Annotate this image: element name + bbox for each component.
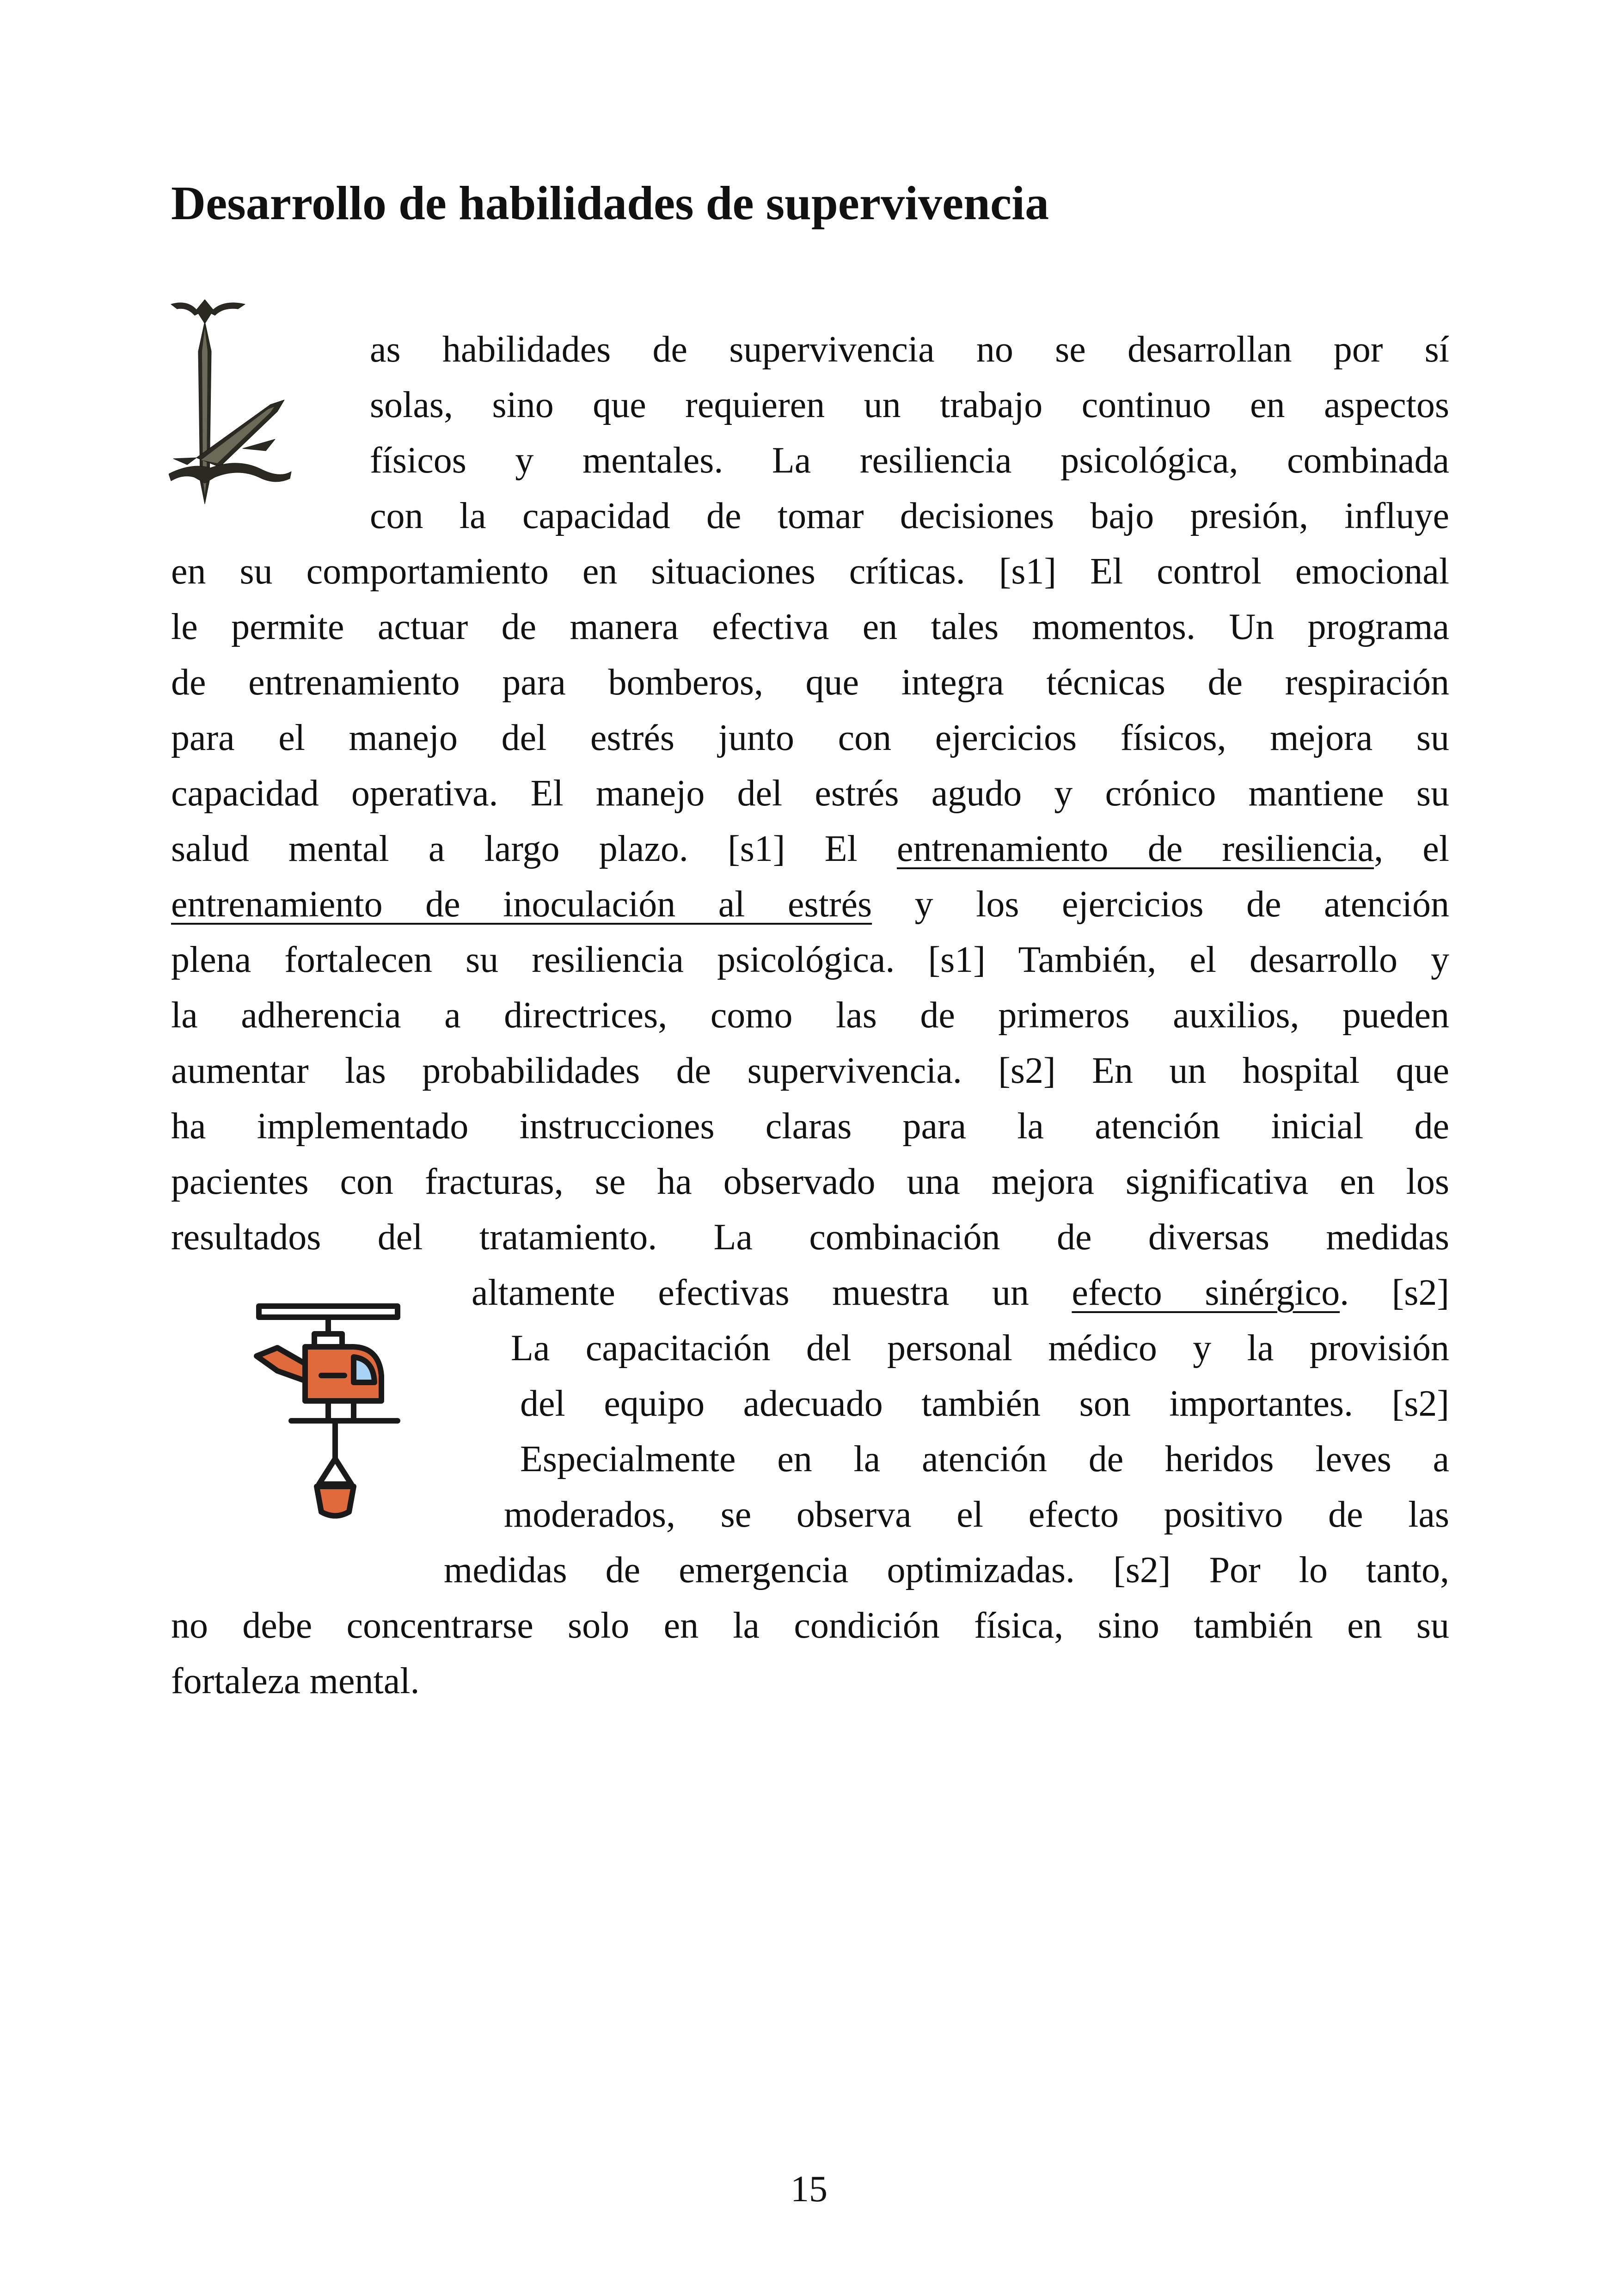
text-segment: del equipo adecuado también son importantes. [s2]	[520, 1383, 1449, 1424]
text-line	[370, 432, 1449, 489]
text-segment: le permite actuar de manera efectiva en tales momentos. Un programa	[171, 607, 1449, 647]
text-segment: La capacitación del personal médico y la provisión	[511, 1328, 1449, 1369]
text-segment: de entrenamiento para bomberos, que integra técnicas de respiración	[171, 662, 1449, 703]
page-title: Desarrollo de habilidades de supervivencia	[171, 177, 1049, 230]
text-line	[370, 488, 1449, 544]
ornamental-letter-l-icon	[169, 296, 354, 513]
text-line	[511, 1320, 1449, 1376]
text-line	[171, 1597, 1449, 1654]
text-segment: solas, sino que requieren un trabajo continuo en aspectos	[370, 385, 1449, 425]
text-line	[171, 599, 1449, 655]
rescue-helicopter-icon	[250, 1301, 407, 1523]
text-line	[520, 1431, 1449, 1487]
text-line	[171, 1154, 1449, 1210]
text-segment: resultados del tratamiento. La combinación de diversas medidas	[171, 1217, 1449, 1258]
text-segment: altamente efectivas muestra un	[472, 1272, 1072, 1313]
text-segment: no debe concentrarse solo en la condición física, sino también en su	[171, 1605, 1449, 1646]
text-segment: y los ejercicios de atención	[872, 884, 1449, 925]
text-segment: aumentar las probabilidades de supervivencia. [s2] En un hospital que	[171, 1050, 1449, 1091]
underlined-term: entrenamiento de inoculación al estrés	[171, 884, 872, 925]
text-segment: pacientes con fracturas, se ha observado una mejora significativa en los	[171, 1161, 1449, 1202]
text-line	[171, 543, 1449, 600]
text-line	[171, 710, 1449, 766]
text-line	[370, 321, 1449, 378]
text-segment: la adherencia a directrices, como las de primeros auxilios, pueden	[171, 995, 1449, 1036]
text-segment: , el	[1374, 829, 1449, 869]
text-line	[504, 1486, 1449, 1543]
text-line	[370, 377, 1449, 433]
text-segment: medidas de emergencia optimizadas. [s2] Por lo tanto,	[444, 1550, 1449, 1590]
text-line	[171, 654, 1449, 711]
text-line	[444, 1542, 1449, 1598]
underlined-term: efecto sinérgico	[1072, 1272, 1340, 1313]
text-line	[171, 1653, 1449, 1709]
text-line	[171, 1098, 1449, 1154]
text-segment: físicos y mentales. La resiliencia psicológica, combinada	[370, 440, 1449, 481]
text-line	[520, 1375, 1449, 1432]
text-segment: en su comportamiento en situaciones críticas. [s1] El control emocional	[171, 551, 1449, 592]
text-segment: con la capacidad de tomar decisiones bajo presión, influye	[370, 496, 1449, 536]
text-line	[171, 987, 1449, 1044]
text-segment: as habilidades de supervivencia no se desarrollan por sí	[370, 329, 1449, 370]
text-segment: plena fortalecen su resiliencia psicológica. [s1] También, el desarrollo y	[171, 939, 1449, 980]
text-line	[171, 1043, 1449, 1099]
text-line	[171, 932, 1449, 988]
text-line	[472, 1265, 1449, 1321]
text-segment: . [s2]	[1340, 1272, 1449, 1313]
underlined-term: entrenamiento de resiliencia	[896, 829, 1374, 869]
text-segment: ha implementado instrucciones claras para la atención inicial de	[171, 1106, 1449, 1147]
text-line	[171, 1209, 1449, 1265]
text-line	[171, 876, 1449, 933]
text-line	[171, 821, 1449, 877]
text-segment: Especialmente en la atención de heridos leves a	[520, 1439, 1449, 1480]
text-segment: para el manejo del estrés junto con ejercicios físicos, mejora su	[171, 718, 1449, 758]
text-segment: salud mental a largo plazo. [s1] El	[171, 829, 897, 869]
page-number: 15	[791, 2169, 827, 2210]
text-segment: capacidad operativa. El manejo del estrés agudo y crónico mantiene su	[171, 773, 1449, 814]
text-segment: fortaleza mental.	[171, 1661, 420, 1701]
text-segment: moderados, se observa el efecto positivo de las	[504, 1494, 1449, 1535]
text-line	[171, 765, 1449, 822]
